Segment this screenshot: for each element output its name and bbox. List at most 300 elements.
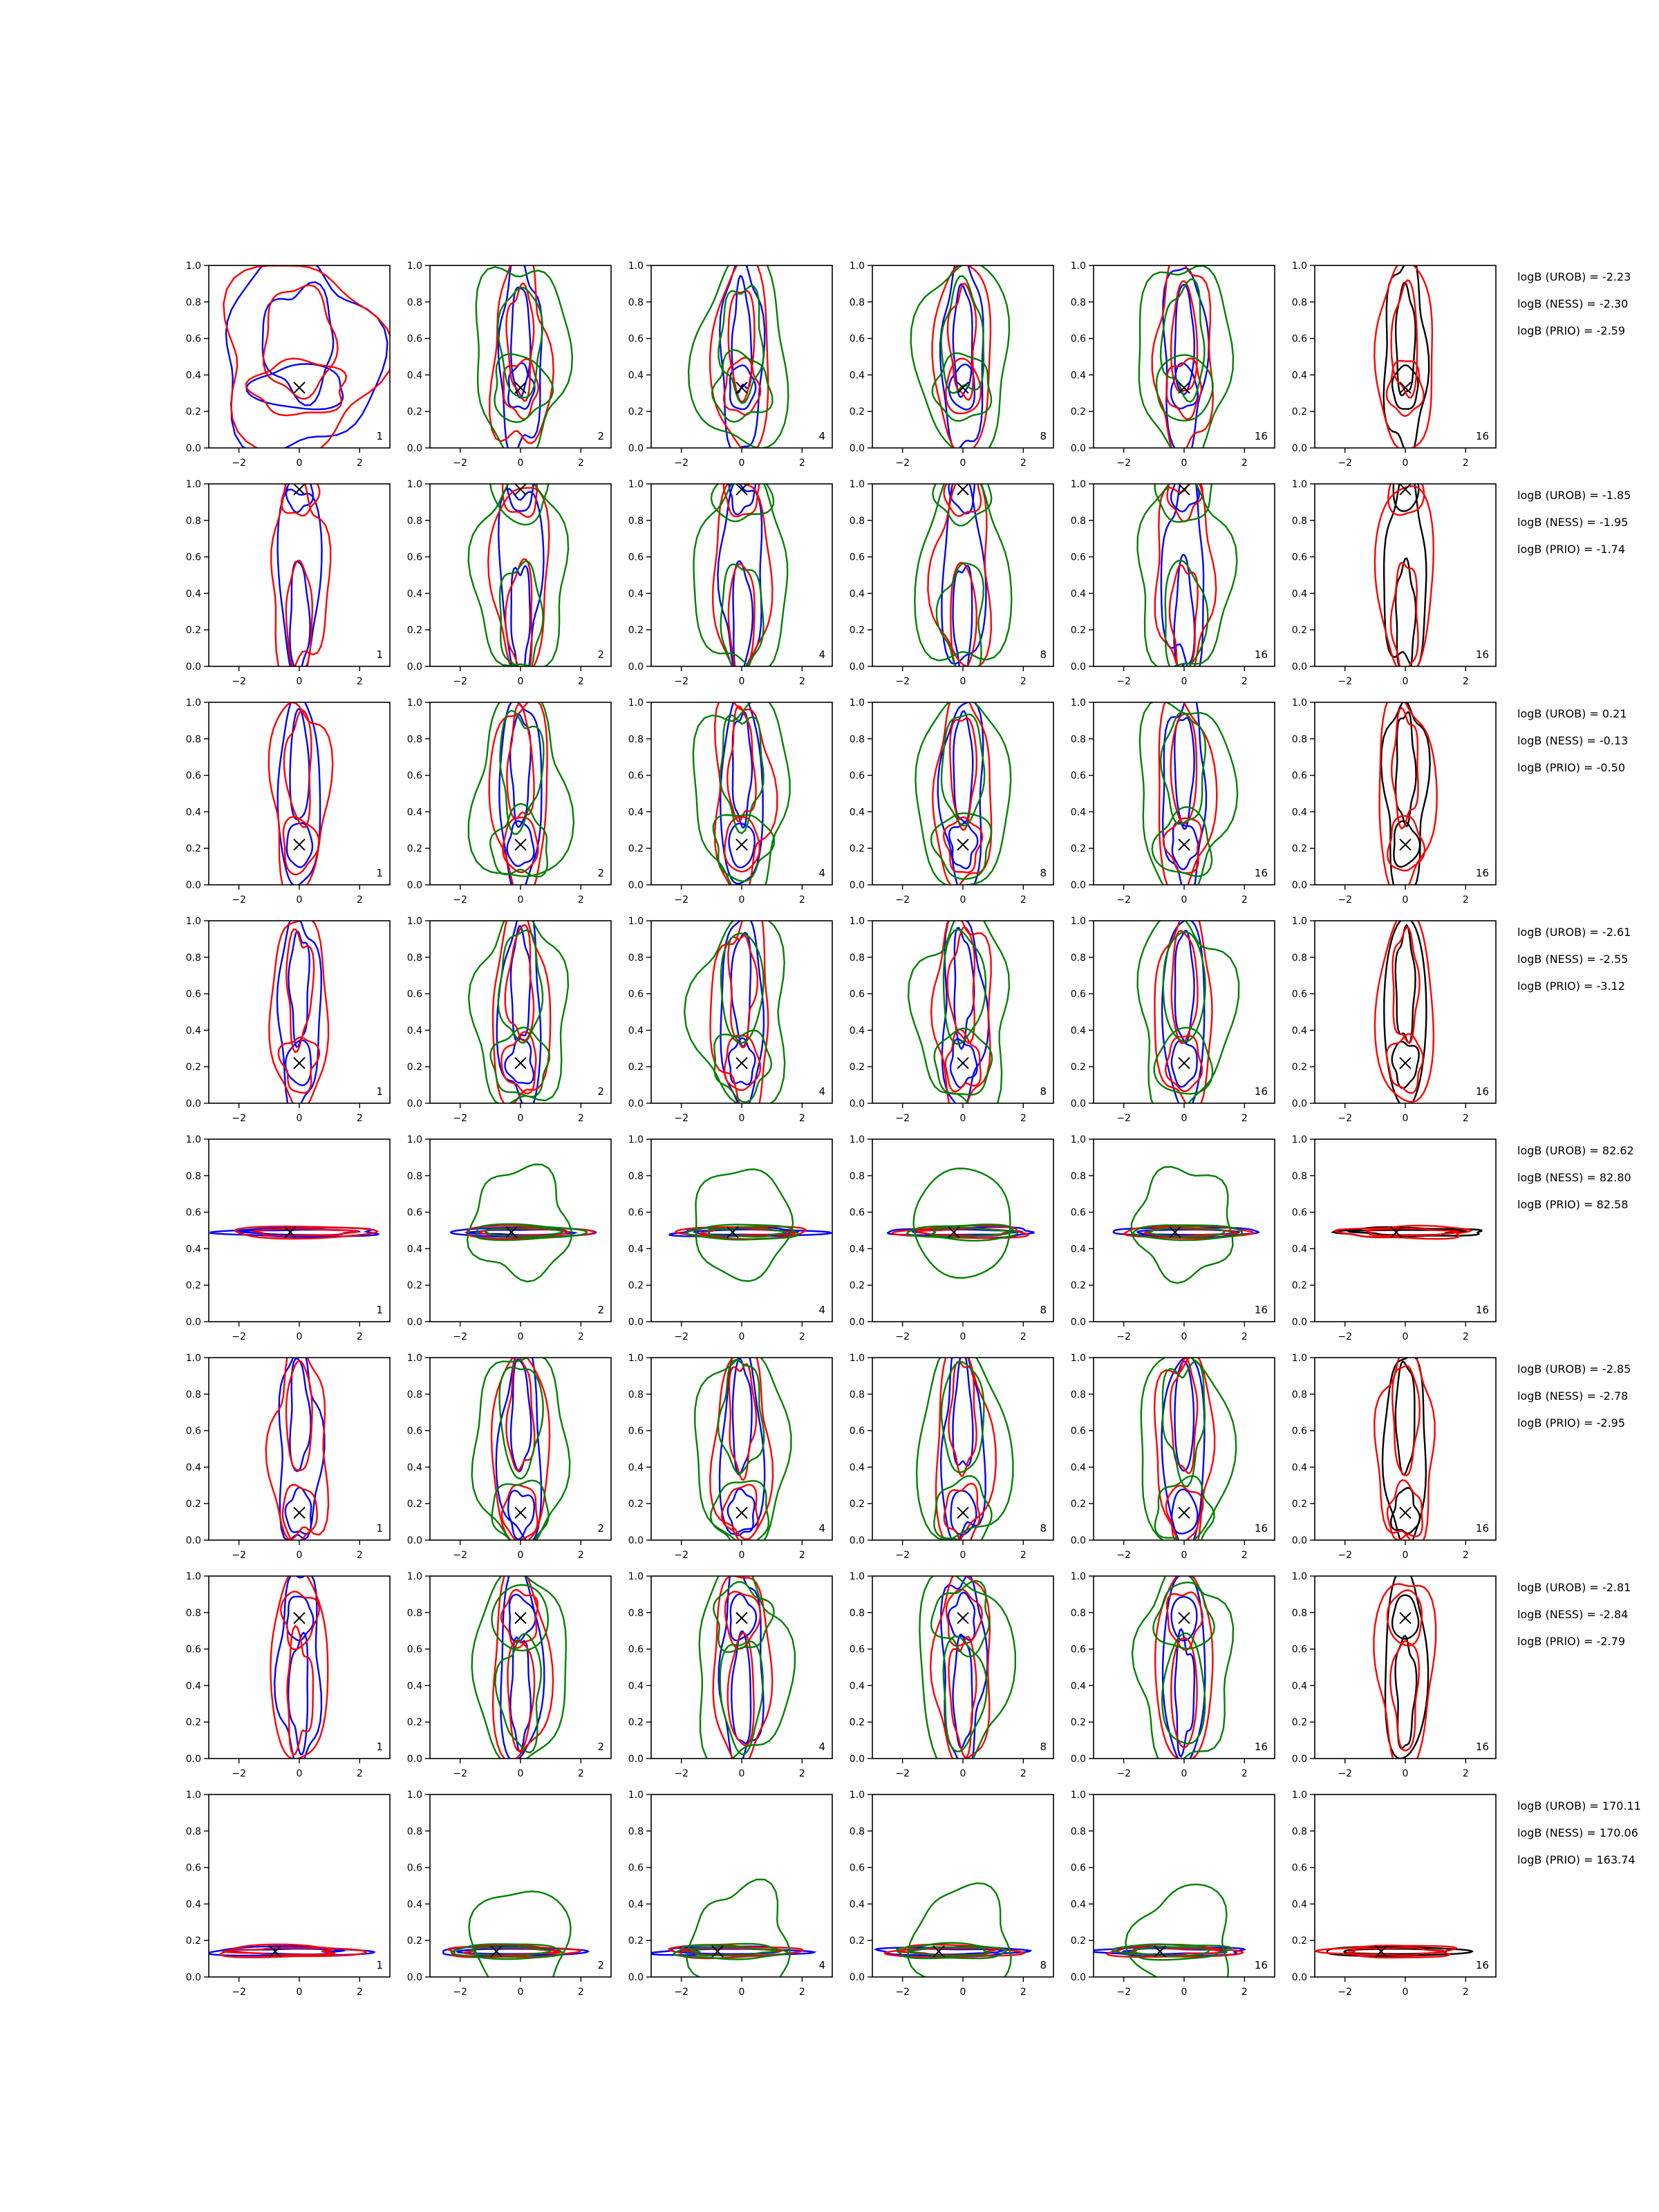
subplot-r8-c3 (628, 1790, 832, 2003)
subplot-corner-label: 4 (818, 867, 825, 879)
y-tick-label: 0.0 (849, 662, 865, 673)
x-tick-label: 2 (577, 894, 584, 906)
y-tick-label: 0.2 (1070, 843, 1086, 855)
y-tick-label: 0.8 (1291, 1607, 1307, 1619)
y-tick-label: 0.0 (1291, 1317, 1307, 1328)
y-tick-label: 0.8 (849, 1389, 865, 1400)
y-tick-label: 0.2 (406, 625, 422, 637)
x-tick-label: 2 (577, 1550, 584, 1561)
x-tick-label: −2 (1116, 1987, 1131, 1998)
subplot-corner-label: 4 (818, 648, 825, 661)
subplot-corner-label: 2 (597, 1085, 604, 1098)
y-tick-label: 0.6 (849, 552, 865, 563)
subplot-corner-label: 2 (597, 1304, 604, 1316)
x-tick-label: −2 (674, 1987, 688, 1998)
density-contour (223, 265, 393, 456)
subplot-r2-c5 (1071, 456, 1275, 687)
y-tick-label: 0.8 (1070, 952, 1086, 964)
subplot-r5-c5 (1071, 1134, 1275, 1342)
y-tick-label: 0.0 (406, 1535, 422, 1546)
y-tick-label: 1.0 (628, 916, 644, 927)
y-tick-label: 0.8 (1070, 297, 1086, 308)
x-tick-label: 2 (356, 1113, 363, 1124)
x-tick-label: −2 (1116, 1550, 1131, 1561)
y-tick-label: 0.8 (1070, 733, 1086, 745)
true-value-marker (1400, 1507, 1411, 1518)
x-tick-label: 2 (1462, 1768, 1469, 1779)
x-tick-label: −2 (895, 1987, 910, 1998)
y-tick-label: 1.0 (628, 261, 644, 272)
y-tick-label: 0.4 (185, 588, 201, 600)
y-tick-label: 0.8 (849, 1826, 865, 1837)
subplot-corner-label: 1 (376, 1522, 383, 1535)
y-tick-label: 0.0 (628, 1754, 644, 1765)
y-tick-label: 0.6 (1291, 1644, 1307, 1656)
y-tick-label: 0.4 (849, 1462, 865, 1474)
density-contour (469, 686, 574, 877)
y-tick-label: 0.0 (1070, 1317, 1086, 1328)
axes-frame (1094, 1576, 1275, 1759)
x-tick-label: 0 (959, 1550, 966, 1561)
subplot-corner-label: 1 (376, 1304, 383, 1316)
x-tick-label: 0 (1181, 1113, 1188, 1124)
y-tick-label: 1.0 (849, 697, 865, 709)
y-tick-label: 0.4 (1070, 1462, 1086, 1474)
y-tick-label: 0.2 (628, 1936, 644, 1947)
subplot-r6-c3 (628, 1340, 832, 1561)
y-tick-label: 1.0 (849, 1353, 865, 1364)
y-tick-label: 1.0 (628, 479, 644, 490)
y-tick-label: 0.6 (406, 552, 422, 563)
y-tick-label: 0.2 (185, 843, 201, 855)
y-tick-label: 0.2 (185, 1062, 201, 1074)
y-tick-label: 1.0 (185, 1134, 201, 1145)
y-tick-label: 0.8 (406, 515, 422, 527)
true-value-marker (515, 1613, 526, 1624)
y-tick-label: 0.0 (185, 1098, 201, 1109)
true-value-marker (736, 1613, 747, 1624)
subplot-corner-label: 4 (818, 1959, 825, 1971)
true-value-marker (294, 1507, 305, 1518)
density-contour (226, 250, 388, 455)
x-tick-label: 2 (798, 676, 805, 687)
y-tick-label: 1.0 (628, 1134, 644, 1145)
y-tick-label: 0.6 (849, 1644, 865, 1656)
x-tick-label: −2 (674, 676, 688, 687)
x-tick-label: −2 (232, 676, 246, 687)
y-tick-label: 0.8 (628, 733, 644, 745)
x-tick-label: −2 (1116, 1113, 1131, 1124)
x-tick-label: 0 (517, 676, 524, 687)
subplot-corner-label: 8 (1040, 1959, 1047, 1971)
x-tick-label: 2 (1462, 1113, 1469, 1124)
logb-annotation: logB (NESS) = -2.55 (1517, 953, 1629, 966)
density-contour (700, 1558, 795, 1766)
y-tick-label: 1.0 (185, 916, 201, 927)
y-tick-label: 0.8 (185, 297, 201, 308)
y-tick-label: 0.8 (628, 1826, 644, 1837)
subplot-corner-label: 16 (1254, 1959, 1268, 1971)
true-value-marker (1400, 1058, 1411, 1069)
y-tick-label: 0.4 (849, 1244, 865, 1255)
logb-annotation: logB (UROB) = -2.81 (1517, 1581, 1631, 1594)
subplot-r1-c5 (1071, 255, 1275, 469)
density-contour (953, 284, 973, 397)
logb-annotation: logB (UROB) = 82.62 (1517, 1144, 1634, 1157)
x-tick-label: −2 (453, 1331, 467, 1342)
density-contour (507, 821, 534, 866)
y-tick-label: 0.4 (849, 1899, 865, 1911)
density-contour (511, 1359, 531, 1472)
density-contour (286, 929, 314, 1052)
y-tick-label: 0.6 (1291, 333, 1307, 345)
y-tick-label: 0.4 (406, 807, 422, 818)
y-tick-label: 0.6 (185, 1644, 201, 1656)
x-tick-label: −2 (1338, 1768, 1352, 1779)
density-contour (1138, 474, 1237, 668)
y-tick-label: 0.2 (1070, 1717, 1086, 1729)
y-tick-label: 1.0 (406, 1353, 422, 1364)
x-tick-label: 0 (296, 458, 303, 469)
y-tick-label: 0.2 (1291, 406, 1307, 418)
y-tick-label: 0.8 (406, 952, 422, 964)
y-tick-label: 0.2 (628, 1280, 644, 1292)
y-tick-label: 0.0 (628, 1535, 644, 1546)
y-tick-label: 0.4 (406, 370, 422, 382)
x-tick-label: 2 (798, 1113, 805, 1124)
axes-frame (872, 921, 1053, 1103)
density-contour (286, 1361, 312, 1470)
y-tick-label: 0.8 (406, 1826, 422, 1837)
subplot-corner-label: 2 (597, 430, 604, 442)
density-contour (693, 697, 790, 908)
subplot-r3-c6 (1292, 693, 1496, 906)
subplot-corner-label: 1 (376, 1085, 383, 1098)
x-tick-label: −2 (1116, 1331, 1131, 1342)
subplot-r3-c4 (850, 688, 1053, 906)
y-tick-label: 1.0 (185, 1571, 201, 1582)
y-tick-label: 0.0 (1291, 1535, 1307, 1546)
y-tick-label: 0.6 (628, 552, 644, 563)
y-tick-label: 0.6 (1070, 1207, 1086, 1219)
density-contour (1381, 701, 1430, 892)
logb-annotation: logB (PRIO) = 163.74 (1517, 1853, 1635, 1866)
subplot-corner-label: 2 (597, 1959, 604, 1971)
y-tick-label: 0.0 (185, 662, 201, 673)
y-tick-label: 0.8 (406, 1607, 422, 1619)
true-value-marker (515, 839, 526, 850)
true-value-marker (1400, 1613, 1411, 1624)
y-tick-label: 0.2 (1291, 1936, 1307, 1947)
y-tick-label: 0.8 (1070, 1389, 1086, 1400)
y-tick-label: 0.4 (1291, 807, 1307, 818)
y-tick-label: 0.6 (849, 1862, 865, 1874)
density-contour (266, 1340, 328, 1540)
x-tick-label: 0 (959, 458, 966, 469)
logb-annotation: logB (PRIO) = -3.12 (1517, 980, 1625, 993)
logb-annotation: logB (NESS) = 82.80 (1517, 1171, 1631, 1184)
y-tick-label: 0.2 (628, 1499, 644, 1510)
y-tick-label: 0.4 (1291, 1462, 1307, 1474)
subplot-corner-label: 4 (818, 1304, 825, 1316)
x-tick-label: 0 (1402, 676, 1409, 687)
x-tick-label: 0 (738, 1331, 745, 1342)
y-tick-label: 0.4 (628, 588, 644, 600)
x-tick-label: 0 (1181, 458, 1188, 469)
subplot-r7-c2 (407, 1562, 611, 1779)
subplot-r2-c1 (186, 459, 390, 687)
axes-frame (1315, 265, 1496, 448)
subplot-r2-c6 (1292, 459, 1496, 687)
y-tick-label: 1.0 (628, 1353, 644, 1364)
x-tick-label: −2 (232, 1331, 246, 1342)
x-tick-label: −2 (232, 458, 246, 469)
y-tick-label: 0.2 (185, 1717, 201, 1729)
x-tick-label: −2 (453, 1768, 467, 1779)
density-contour (476, 267, 572, 467)
y-tick-label: 0.0 (406, 880, 422, 891)
y-tick-label: 1.0 (185, 697, 201, 709)
x-tick-label: 0 (738, 676, 745, 687)
y-tick-label: 0.0 (849, 1098, 865, 1109)
y-tick-label: 0.0 (185, 1317, 201, 1328)
y-tick-label: 0.6 (1291, 988, 1307, 1000)
x-tick-label: −2 (453, 1987, 467, 1998)
y-tick-label: 0.0 (1070, 1098, 1086, 1109)
y-tick-label: 0.0 (185, 880, 201, 891)
y-tick-label: 0.8 (185, 1170, 201, 1182)
y-tick-label: 0.2 (1291, 1280, 1307, 1292)
y-tick-label: 0.8 (406, 733, 422, 745)
axes-frame (1315, 1576, 1496, 1759)
y-tick-label: 0.6 (1291, 1862, 1307, 1874)
subplot-corner-label: 4 (818, 1522, 825, 1535)
y-tick-label: 1.0 (849, 1571, 865, 1582)
true-value-marker (957, 484, 968, 495)
x-tick-label: 0 (1402, 1550, 1409, 1561)
axes-frame (651, 921, 832, 1103)
y-tick-label: 0.4 (1070, 1680, 1086, 1692)
y-tick-label: 0.0 (185, 1972, 201, 1983)
y-tick-label: 0.0 (849, 1754, 865, 1765)
y-tick-label: 0.2 (1291, 625, 1307, 637)
x-tick-label: −2 (232, 1113, 246, 1124)
y-tick-label: 1.0 (1070, 479, 1086, 490)
x-tick-label: 2 (356, 676, 363, 687)
y-tick-label: 1.0 (849, 916, 865, 927)
density-contour (1396, 283, 1415, 395)
y-tick-label: 1.0 (628, 697, 644, 709)
true-value-marker (736, 839, 747, 850)
density-contour (915, 462, 1011, 660)
x-tick-label: 2 (798, 894, 805, 906)
axes-frame (430, 702, 611, 885)
y-tick-label: 0.4 (1070, 1025, 1086, 1037)
logb-annotation: logB (PRIO) = -2.95 (1517, 1416, 1625, 1430)
density-contour (948, 927, 975, 1043)
y-tick-label: 1.0 (1291, 1353, 1307, 1364)
y-tick-label: 1.0 (185, 1353, 201, 1364)
x-tick-label: −2 (895, 1768, 910, 1779)
y-tick-label: 1.0 (849, 261, 865, 272)
y-tick-label: 0.0 (1291, 1098, 1307, 1109)
y-tick-label: 0.2 (628, 843, 644, 855)
x-tick-label: −2 (453, 894, 467, 906)
subplot-corner-label: 2 (597, 867, 604, 879)
y-tick-label: 0.4 (1291, 1899, 1307, 1911)
y-tick-label: 0.6 (1070, 1425, 1086, 1437)
y-tick-label: 1.0 (1070, 1353, 1086, 1364)
y-tick-label: 0.0 (628, 880, 644, 891)
y-tick-label: 0.4 (1070, 370, 1086, 382)
y-tick-label: 0.4 (185, 1025, 201, 1037)
x-tick-label: 2 (1241, 894, 1248, 906)
logb-annotation: logB (PRIO) = -2.59 (1517, 324, 1625, 337)
y-tick-label: 0.8 (1291, 733, 1307, 745)
y-tick-label: 1.0 (406, 1134, 422, 1145)
y-tick-label: 0.4 (849, 807, 865, 818)
y-tick-label: 1.0 (1070, 1790, 1086, 1801)
x-tick-label: 2 (356, 1550, 363, 1561)
subplot-corner-label: 8 (1040, 1741, 1047, 1753)
y-tick-label: 0.4 (849, 1025, 865, 1037)
y-tick-label: 0.6 (1070, 988, 1086, 1000)
x-tick-label: 0 (517, 1768, 524, 1779)
density-contour (941, 715, 984, 826)
true-value-marker (957, 839, 968, 850)
x-tick-label: −2 (895, 676, 910, 687)
y-tick-label: 0.4 (1070, 1244, 1086, 1255)
density-contour (915, 696, 1011, 886)
y-tick-label: 0.8 (849, 1170, 865, 1182)
y-tick-label: 1.0 (849, 479, 865, 490)
y-tick-label: 0.6 (1291, 552, 1307, 563)
density-contour (687, 1880, 790, 2003)
x-tick-label: −2 (674, 1331, 688, 1342)
x-tick-label: 0 (517, 894, 524, 906)
x-tick-label: 2 (798, 1331, 805, 1342)
y-tick-label: 0.6 (185, 988, 201, 1000)
y-tick-label: 1.0 (185, 261, 201, 272)
y-tick-label: 0.6 (185, 552, 201, 563)
subplot-r4-c2 (407, 903, 611, 1124)
y-tick-label: 0.2 (849, 1280, 865, 1292)
y-tick-label: 0.4 (185, 1244, 201, 1255)
y-tick-label: 0.8 (185, 952, 201, 964)
y-tick-label: 0.6 (849, 988, 865, 1000)
y-tick-label: 0.2 (406, 1280, 422, 1292)
density-contour (713, 1576, 773, 1768)
x-tick-label: 2 (798, 1987, 805, 1998)
y-tick-label: 0.2 (628, 1717, 644, 1729)
x-tick-label: −2 (1338, 458, 1352, 469)
y-tick-label: 0.0 (1291, 1972, 1307, 1983)
subplot-r7-c3 (628, 1558, 832, 1779)
density-contour (941, 1362, 984, 1472)
y-tick-label: 0.0 (406, 1098, 422, 1109)
subplot-corner-label: 16 (1475, 1304, 1489, 1316)
density-contour (498, 930, 543, 1043)
x-tick-label: 2 (1462, 458, 1469, 469)
subplot-corner-label: 8 (1040, 430, 1047, 442)
y-tick-label: 0.4 (628, 1899, 644, 1911)
x-tick-label: −2 (1338, 676, 1352, 687)
density-contour (1392, 1042, 1419, 1089)
y-tick-label: 0.6 (628, 1425, 644, 1437)
y-tick-label: 0.0 (1070, 662, 1086, 673)
true-value-marker (1179, 839, 1190, 850)
y-tick-label: 0.4 (185, 1899, 201, 1911)
y-tick-label: 0.0 (1291, 880, 1307, 891)
y-tick-label: 0.8 (1291, 1826, 1307, 1837)
subplot-corner-label: 4 (818, 430, 825, 442)
y-tick-label: 0.6 (1070, 552, 1086, 563)
subplot-r5-c3 (628, 1134, 832, 1342)
y-tick-label: 0.2 (1291, 1499, 1307, 1510)
true-value-marker (957, 1507, 968, 1518)
y-tick-label: 0.2 (406, 406, 422, 418)
x-tick-label: 0 (296, 1550, 303, 1561)
subplot-corner-label: 1 (376, 867, 383, 879)
x-tick-label: 2 (1241, 1768, 1248, 1779)
x-tick-label: 2 (356, 458, 363, 469)
true-value-marker (1179, 1507, 1190, 1518)
y-tick-label: 0.6 (185, 770, 201, 782)
y-tick-label: 0.2 (849, 625, 865, 637)
subplot-r6-c1 (186, 1340, 390, 1561)
y-tick-label: 0.6 (406, 1207, 422, 1219)
density-contour (284, 711, 312, 827)
y-tick-label: 0.8 (628, 515, 644, 527)
x-tick-label: 2 (1241, 1113, 1248, 1124)
y-tick-label: 0.6 (406, 988, 422, 1000)
x-tick-label: 2 (1020, 1768, 1027, 1779)
x-tick-label: 2 (1241, 1550, 1248, 1561)
y-tick-label: 0.2 (185, 1499, 201, 1510)
x-tick-label: −2 (1338, 894, 1352, 906)
y-tick-label: 0.8 (1070, 1607, 1086, 1619)
y-tick-label: 0.8 (849, 1607, 865, 1619)
y-tick-label: 0.6 (849, 770, 865, 782)
logb-annotation: logB (UROB) = 170.11 (1517, 1799, 1641, 1812)
y-tick-label: 0.0 (628, 1317, 644, 1328)
x-tick-label: 0 (1181, 1768, 1188, 1779)
y-tick-label: 0.8 (849, 297, 865, 308)
subplot-r1-c6 (1292, 255, 1496, 469)
y-tick-label: 0.4 (628, 1244, 644, 1255)
axes-frame (209, 921, 390, 1103)
y-tick-label: 0.6 (849, 1207, 865, 1219)
x-tick-label: 2 (356, 1768, 363, 1779)
density-contour (511, 288, 530, 398)
y-tick-label: 1.0 (406, 1790, 422, 1801)
x-tick-label: 2 (577, 676, 584, 687)
x-tick-label: −2 (895, 1550, 910, 1561)
logb-annotation: logB (NESS) = -2.84 (1517, 1608, 1629, 1621)
y-tick-label: 0.4 (406, 1680, 422, 1692)
axes-frame (651, 702, 832, 885)
y-tick-label: 0.4 (1070, 588, 1086, 600)
y-tick-label: 0.0 (849, 1317, 865, 1328)
x-tick-label: 0 (517, 1550, 524, 1561)
y-tick-label: 1.0 (628, 1571, 644, 1582)
y-tick-label: 0.2 (1291, 843, 1307, 855)
y-tick-label: 0.4 (406, 1462, 422, 1474)
y-tick-label: 0.2 (406, 843, 422, 855)
x-tick-label: −2 (453, 1113, 467, 1124)
x-tick-label: 2 (577, 1113, 584, 1124)
y-tick-label: 0.0 (406, 662, 422, 673)
